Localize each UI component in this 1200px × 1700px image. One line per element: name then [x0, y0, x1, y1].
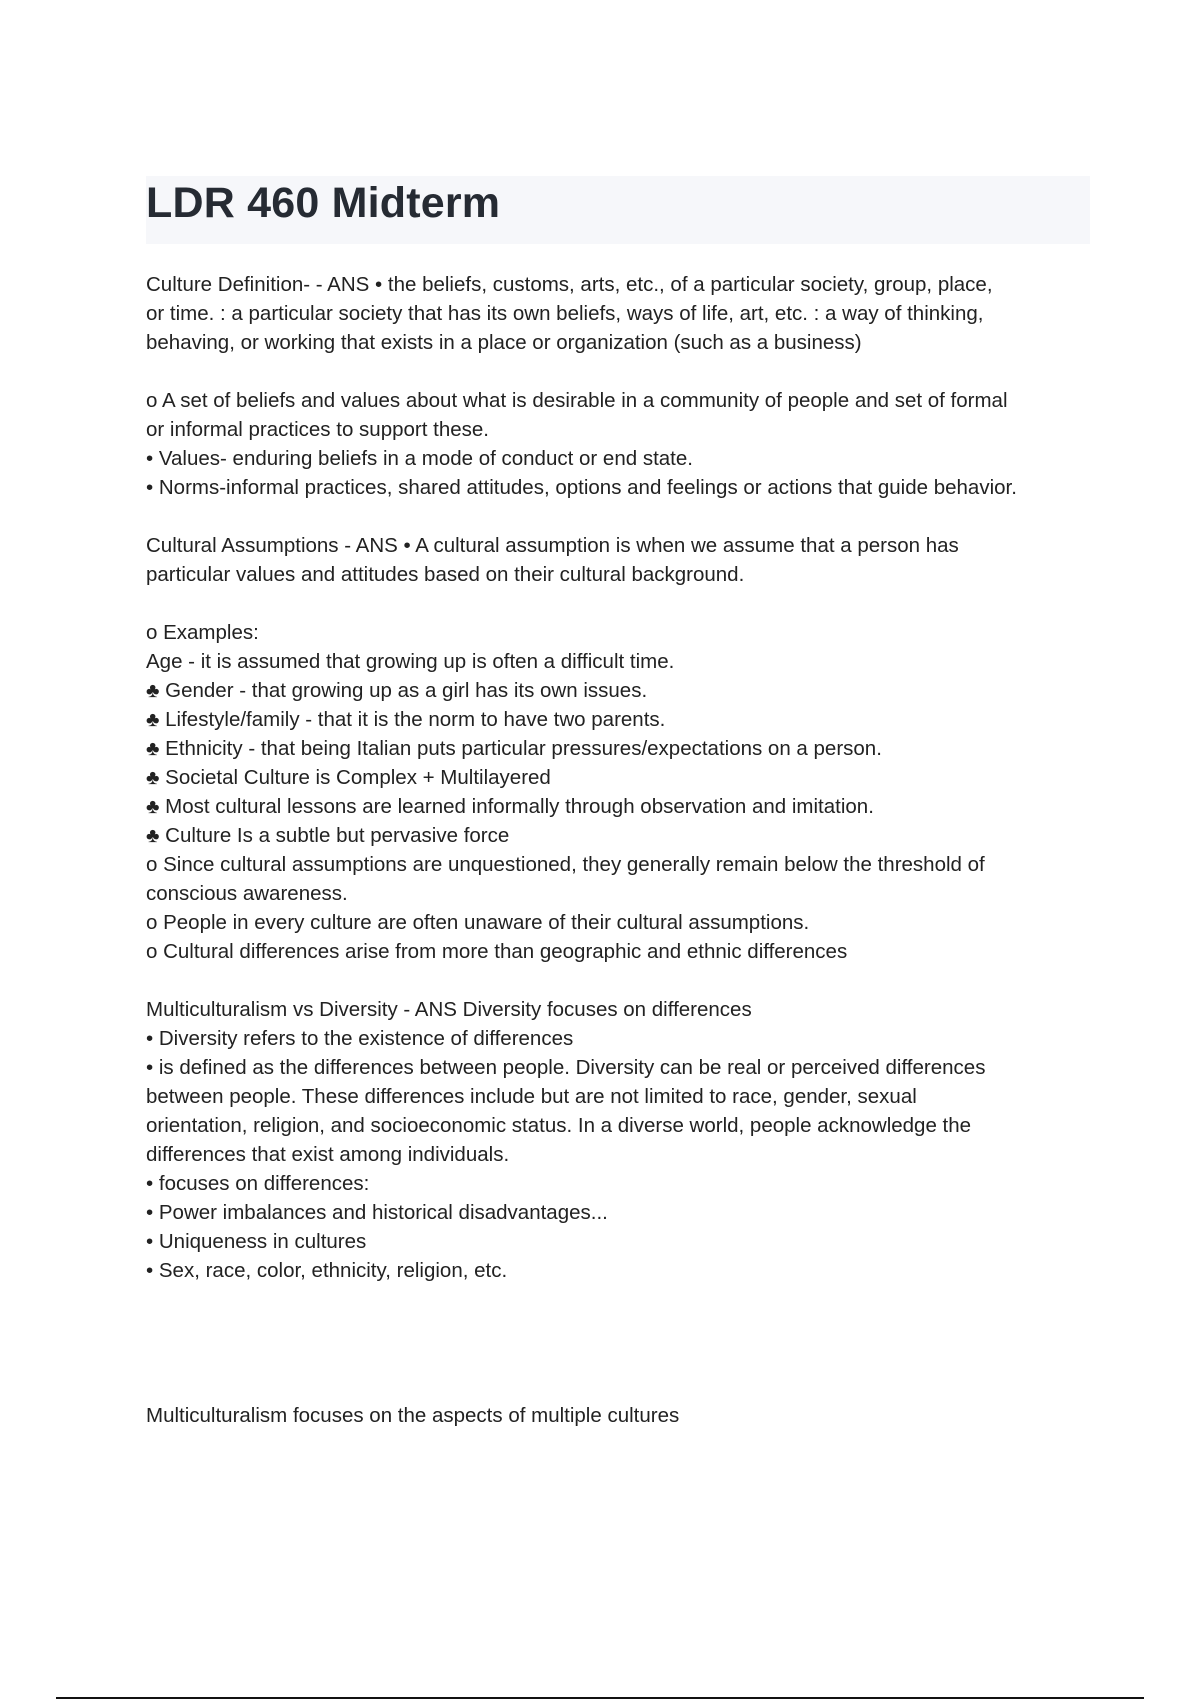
section-multiculturalism-vs-diversity — [146, 995, 1096, 1285]
bullet-line: • Norms-informal practices, shared attitudes, options and feelings or actions that guide behavior. — [146, 476, 1017, 499]
text-line: conscious awareness. — [146, 882, 348, 905]
section-cultural-assumptions — [146, 531, 1096, 589]
paragraph-gap — [146, 966, 1096, 995]
text-line: or informal practices to support these. — [146, 418, 489, 441]
document-body — [146, 270, 1096, 1430]
paragraph-gap — [146, 502, 1096, 531]
section-culture-values-norms — [146, 386, 1096, 502]
section-multiculturalism — [146, 1401, 1096, 1430]
text-line: differences that exist among individuals. — [146, 1143, 510, 1166]
text-line: behaving, or working that exists in a place or organization (such as a business) — [146, 331, 862, 354]
club-bullet-line: ♣ Lifestyle/family - that it is the norm to have two parents. — [146, 708, 666, 731]
text-line: o Cultural differences arise from more than geographic and ethnic differences — [146, 940, 848, 963]
text-line: orientation, religion, and socioeconomic status. In a diverse world, people acknowledge the — [146, 1114, 972, 1137]
text-line: Age - it is assumed that growing up is often a difficult time. — [146, 650, 675, 673]
club-bullet-line: ♣ Ethnicity - that being Italian puts particular pressures/expectations on a person. — [146, 737, 882, 760]
text-line: o Examples: — [146, 621, 259, 644]
text-line: Culture Definition- - ANS • the beliefs, customs, arts, etc., of a particular society, group, place, — [146, 273, 993, 296]
text-line: between people. These differences include but are not limited to race, gender, sexual — [146, 1085, 917, 1108]
bullet-line: • Uniqueness in cultures — [146, 1230, 367, 1253]
footer-rule — [56, 1697, 1144, 1699]
bullet-line: • Power imbalances and historical disadvantages... — [146, 1201, 608, 1224]
paragraph-gap — [146, 589, 1096, 618]
club-bullet-line: ♣ Culture Is a subtle but pervasive force — [146, 824, 510, 847]
bullet-line: • focuses on differences: — [146, 1172, 370, 1195]
club-bullet-line: ♣ Most cultural lessons are learned informally through observation and imitation. — [146, 795, 874, 818]
text-line: Multiculturalism vs Diversity - ANS Diversity focuses on differences — [146, 998, 752, 1021]
text-line: particular values and attitudes based on their cultural background. — [146, 563, 745, 586]
club-bullet-line: ♣ Societal Culture is Complex + Multilayered — [146, 766, 551, 789]
text-line: Cultural Assumptions - ANS • A cultural assumption is when we assume that a person has — [146, 534, 959, 557]
club-bullet-line: ♣ Gender - that growing up as a girl has its own issues. — [146, 679, 648, 702]
bullet-line: • Sex, race, color, ethnicity, religion, etc. — [146, 1259, 508, 1282]
bullet-line: • is defined as the differences between people. Diversity can be real or perceived differences — [146, 1056, 986, 1079]
bullet-line: • Values- enduring beliefs in a mode of conduct or end state. — [146, 447, 693, 470]
document-title: LDR 460 Midterm — [146, 179, 501, 227]
text-line: o Since cultural assumptions are unquestioned, they generally remain below the threshold of — [146, 853, 985, 876]
text-line: o People in every culture are often unaware of their cultural assumptions. — [146, 911, 810, 934]
text-line: Multiculturalism focuses on the aspects of multiple cultures — [146, 1404, 680, 1427]
bullet-line: • Diversity refers to the existence of differences — [146, 1027, 574, 1050]
paragraph-gap — [146, 357, 1096, 386]
text-line: o A set of beliefs and values about what is desirable in a community of people and set of formal — [146, 389, 1008, 412]
section-culture-definition — [146, 270, 1096, 357]
text-line: or time. : a particular society that has its own beliefs, ways of life, art, etc. : a way of thinking, — [146, 302, 984, 325]
section-gap — [146, 1285, 1096, 1401]
section-assumption-examples — [146, 618, 1096, 966]
